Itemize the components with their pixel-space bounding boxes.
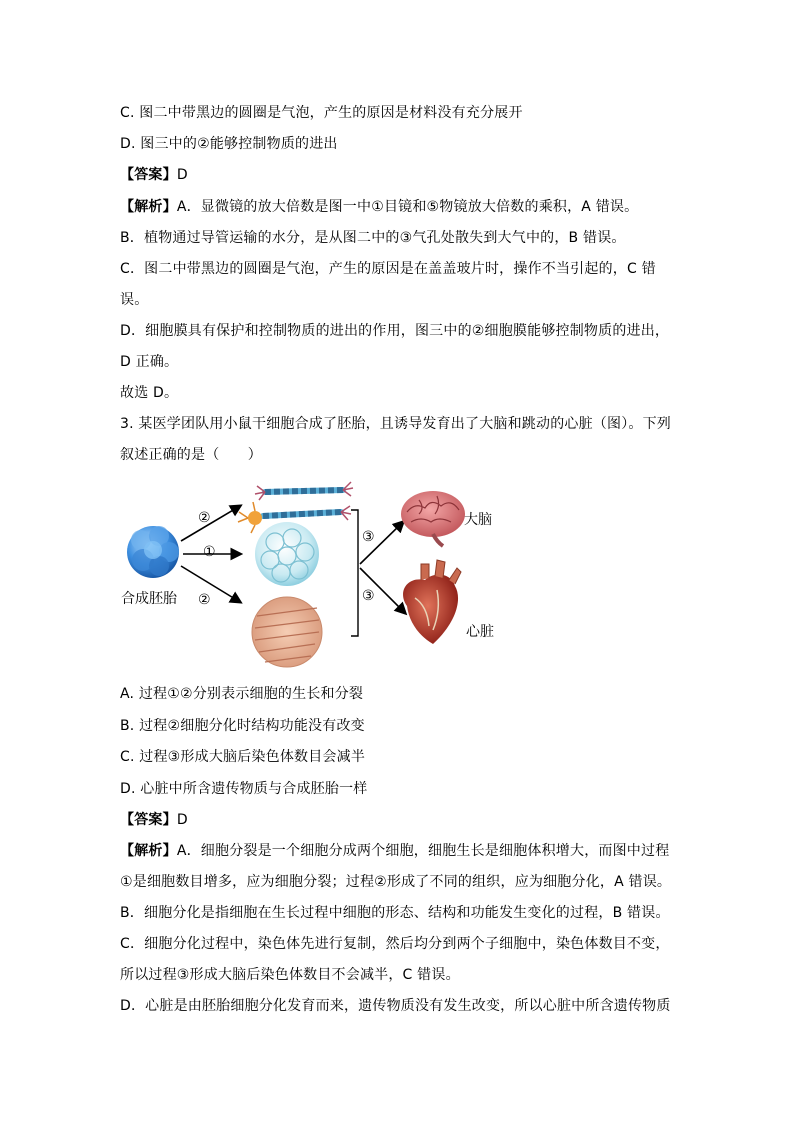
- process-label-3a: ③: [362, 529, 375, 545]
- brain-label: 大脑: [464, 512, 492, 528]
- prev-answer: [120, 165, 188, 185]
- q3-analysis-a1: [120, 841, 669, 861]
- analysis-text: A．细胞分裂是一个细胞分成两个细胞，细胞生长是细胞体积增大，而图中过程: [176, 843, 670, 859]
- q3-analysis-c1: C．细胞分化过程中，染色体先进行复制，然后均分到两个子细胞中，染色体数目不变，: [120, 936, 670, 952]
- prev-conclusion: 故选 D。: [120, 385, 179, 401]
- prev-analysis-d2: D 正确。: [120, 354, 179, 370]
- embryo-label: 合成胚胎: [121, 591, 177, 607]
- embryo-image: [127, 526, 179, 578]
- prev-option-d: D. 图三中的②能够控制物质的进出: [120, 136, 338, 152]
- q3-stem-line1: 3. 某医学团队用小鼠干细胞合成了胚胎，且诱导发育出了大脑和跳动的心脏（图）。下列: [120, 416, 672, 432]
- q3-option-c: C. 过程③形成大脑后染色体数目会减半: [120, 749, 366, 765]
- q3-option-a: A. 过程①②分别表示细胞的生长和分裂: [120, 686, 364, 702]
- q3-option-d: D. 心脏中所含遗传物质与合成胚胎一样: [120, 781, 368, 797]
- q3-option-b: B. 过程②细胞分化时结构功能没有改变: [120, 718, 365, 734]
- q3-analysis-a2: ①是细胞数目增多，应为细胞分裂；过程②形成了不同的组织，应为细胞分化，A 错误。: [120, 874, 672, 890]
- stem-cell-differentiation-figure: [115, 468, 515, 673]
- bracket: [351, 510, 358, 636]
- heart-label: 心脏: [466, 624, 494, 640]
- brain-image: [401, 491, 465, 546]
- analysis-label: 【解析】: [120, 843, 177, 859]
- answer-label: 【答案】: [120, 167, 177, 183]
- answer-value: D: [176, 167, 188, 183]
- process-label-middle: ①: [203, 544, 216, 560]
- q3-answer: [120, 810, 188, 830]
- q3-stem-line2: 叙述正确的是（ ）: [120, 447, 262, 463]
- q3-analysis-c2: 所以过程③形成大脑后染色体数目不会减半，C 错误。: [120, 967, 460, 983]
- prev-analysis-c2: 误。: [120, 292, 149, 308]
- prev-analysis-b: B．植物通过导管运输的水分，是从图二中的③气孔处散失到大气中的，B 错误。: [120, 230, 626, 246]
- q3-analysis-b: B．细胞分化是指细胞在生长过程中细胞的形态、结构和功能发生变化的过程，B 错误。: [120, 905, 670, 921]
- answer-label: 【答案】: [120, 812, 177, 828]
- process-label-3b: ③: [362, 588, 375, 604]
- prev-analysis-d1: D．细胞膜具有保护和控制物质的进出的作用，图三中的②细胞膜能够控制物质的进出，: [120, 323, 670, 339]
- q3-analysis-d1: D．心脏是由胚胎细胞分化发育而来，遗传物质没有发生改变，所以心脏中所含遗传物质: [120, 998, 671, 1014]
- analysis-text: A．显微镜的放大倍数是图一中①目镜和⑤物镜放大倍数的乘积，A 错误。: [176, 199, 639, 215]
- process-label-top: ②: [198, 510, 211, 526]
- prev-option-c: C. 图二中带黑边的圆圈是气泡，产生的原因是材料没有充分展开: [120, 105, 523, 121]
- heart-image: [403, 560, 461, 644]
- answer-value: D: [176, 812, 188, 828]
- muscle-tissue-image: [252, 597, 322, 667]
- prev-analysis-a: [120, 197, 638, 217]
- analysis-label: 【解析】: [120, 199, 177, 215]
- prev-analysis-c1: C．图二中带黑边的圆圈是气泡，产生的原因是在盖盖玻片时，操作不当引起的，C 错: [120, 261, 656, 277]
- cell-cluster-image: [255, 522, 319, 586]
- process-label-bottom: ②: [198, 592, 211, 608]
